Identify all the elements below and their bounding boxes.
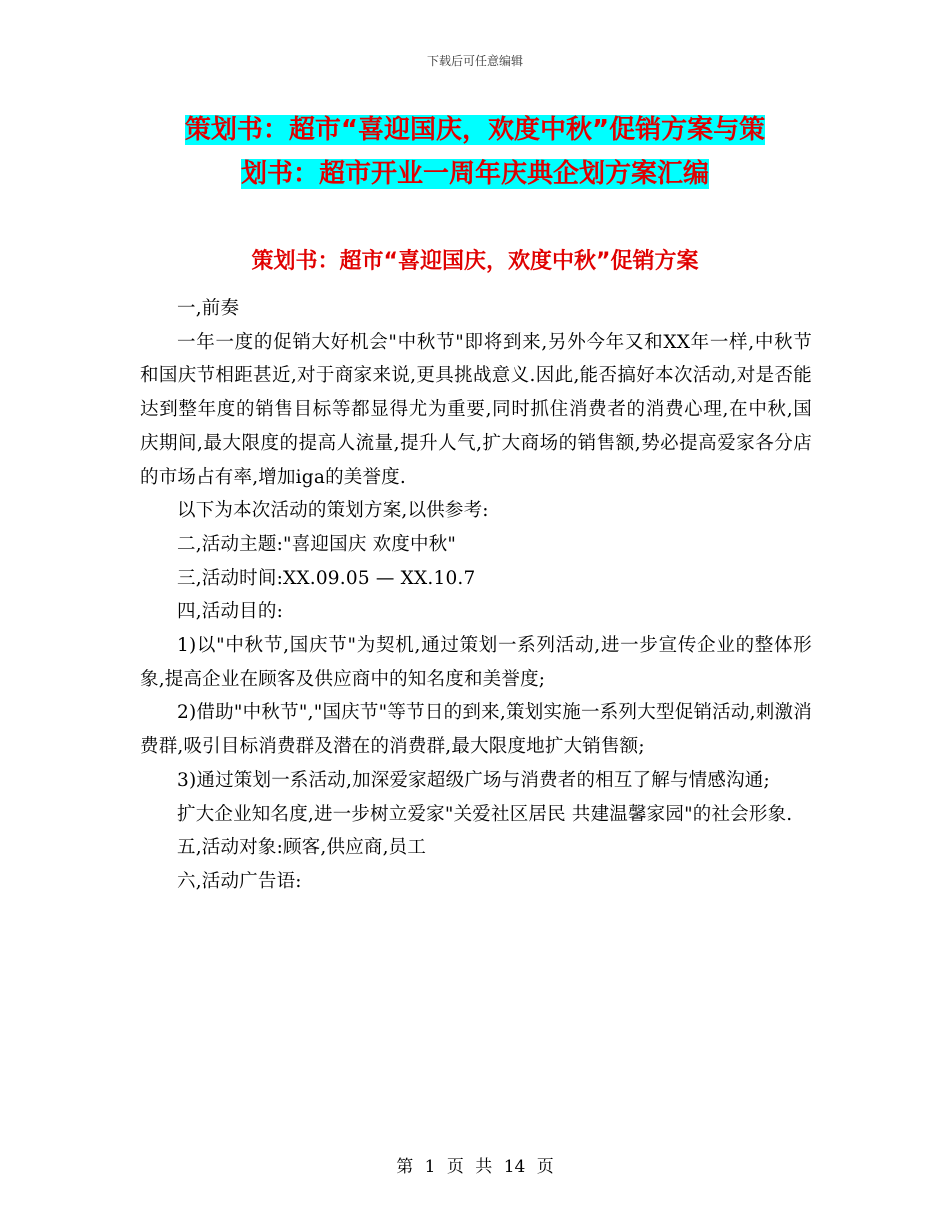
paragraph: 3)通过策划一系活动,加深爱家超级广场与消费者的相互了解与情感沟通; bbox=[177, 769, 770, 791]
paragraph: 扩大企业知名度,进一步树立爱家"关爱社区居民 共建温馨家园"的社会形象. bbox=[177, 803, 793, 825]
paragraph: 三,活动时间:XX.09.05 — XX.10.7 bbox=[177, 567, 476, 589]
document-title bbox=[140, 108, 810, 196]
document-title-line-2 bbox=[140, 152, 810, 196]
page-header-note: 下载后可任意编辑 bbox=[426, 54, 523, 68]
paragraph: 2)借助"中秋节","国庆节"等节日的到来,策划实施一系列大型促销活动,刺激消费群,吸引目标消费群及潜在的消费群,最大限度地扩大销售额; bbox=[140, 702, 812, 758]
paragraph: 以下为本次活动的策划方案,以供参考: bbox=[177, 500, 489, 522]
paragraph: 一年一度的促销大好机会"中秋节"即将到来,另外今年又和XX年一样,中秋节和国庆节相距甚近,对于商家来说,更具挑战意义.因此,能否搞好本次活动,对是否能达到整年度的销售目标等都显得尤为重要,同时抓住消费者的消费心理,在中秋,国庆期间,最大限度的提高人流量,提升人气,扩大商场的销售额,势必提高爱家各分店的市场占有率,增加iga的美誉度. bbox=[140, 331, 812, 488]
paragraph: 五,活动对象:顾客,供应商,员工 bbox=[177, 837, 427, 859]
page-number-footer: 第 1 页 共 14 页 bbox=[396, 1157, 554, 1177]
paragraph: 二,活动主题:"喜迎国庆 欢度中秋" bbox=[177, 533, 457, 555]
title-line-1-text: 策划书：超市“喜迎国庆，欢度中秋”促销方案与策 bbox=[184, 115, 766, 145]
paragraph: 四,活动目的: bbox=[177, 601, 284, 623]
paragraph: 六,活动广告语: bbox=[177, 870, 302, 892]
title-line-2-text: 划书：超市开业一周年庆典企划方案汇编 bbox=[240, 159, 709, 189]
document-body bbox=[140, 292, 812, 899]
paragraph: 一,前奏 bbox=[177, 298, 240, 319]
section-title: 策划书：超市“喜迎国庆，欢度中秋”促销方案 bbox=[251, 249, 699, 274]
document-title-line-1 bbox=[140, 108, 810, 152]
paragraph: 1)以"中秋节,国庆节"为契机,通过策划一系列活动,进一步宣传企业的整体形象,提高企业在顾客及供应商中的知名度和美誉度; bbox=[140, 635, 812, 690]
